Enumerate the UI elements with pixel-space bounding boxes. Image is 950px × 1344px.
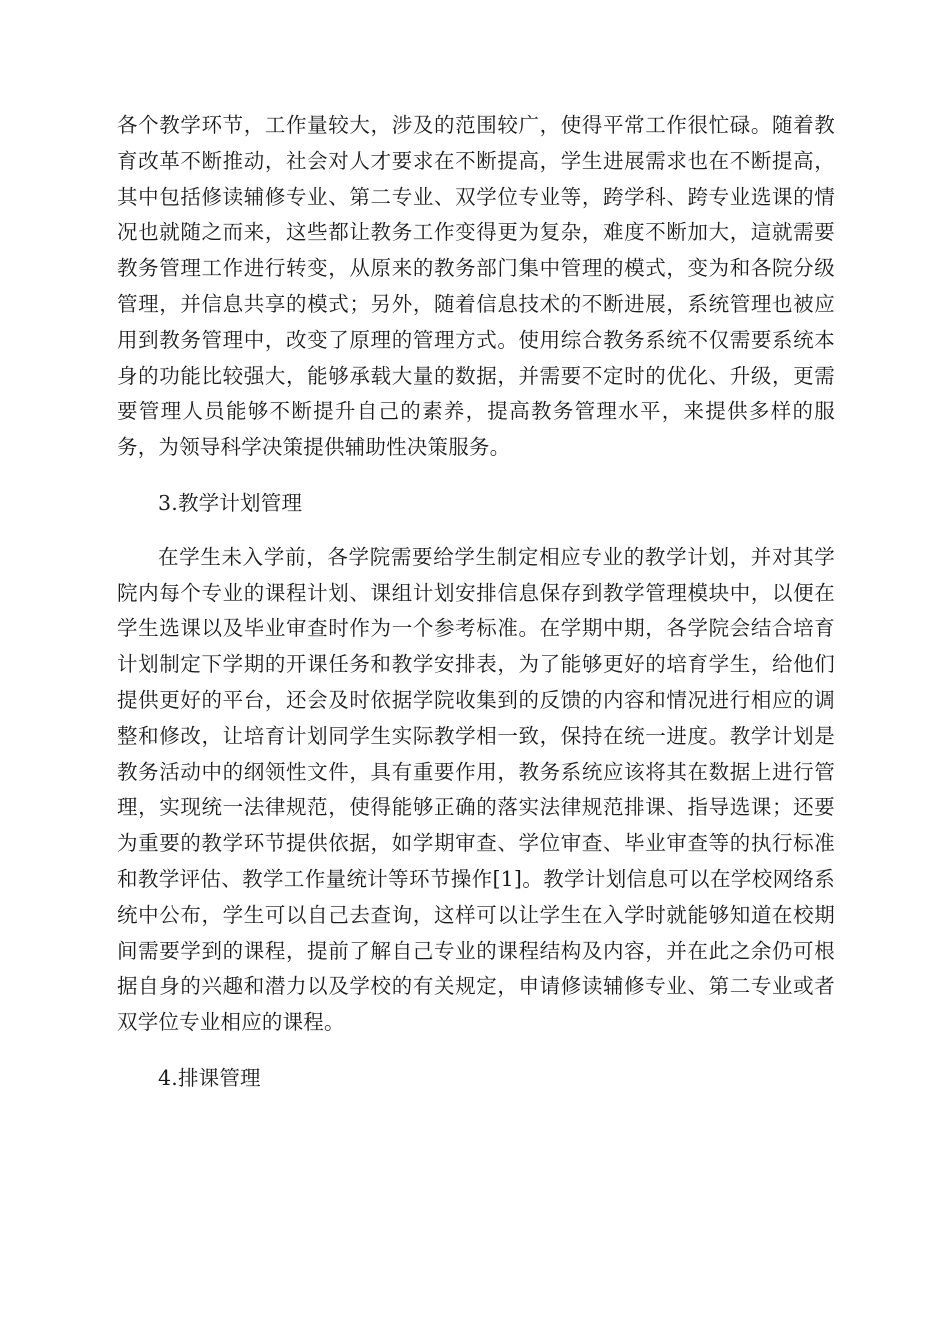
body-paragraph: 各个教学环节，工作量较大，涉及的范围较广，使得平常工作很忙碌。随着教育改革不断推动，社会对人才要求在不断提高，学生进展需求也在不断提高，其中包括修读辅修专业、第二专业、双学位专业等，跨学科、跨专业选课的情况也就随之而来，这些都让教务工作变得更为复杂，难度不断加大，這就需要教务管理工作进行转变，从原来的教务部门集中管理的模式，变为和各院分级管理，并信息共享的模式；另外，随着信息技术的不断进展，系统管理也被应用到教务管理中，改变了原理的管理方式。使用综合教务系统不仅需要系统本身的功能比较强大，能够承载大量的数据，并需要不定时的优化、升级，更需要管理人员能够不断提升自己的素养，提高教务管理水平，来提供多样的服务，为领导科学决策提供辅助性决策服务。 [117,113,835,460]
body-paragraph: 在学生未入学前，各学院需要给学生制定相应专业的教学计划，并对其学院内每个专业的课程计划、课组计划安排信息保存到教学管理模块中，以便在学生选课以及毕业审查时作为一个参考标准。在学期中期，各学院会结合培育计划制定下学期的开课任务和教学安排表，为了能够更好的培育学生，给他们提供更好的平台，还会及时依据学院收集到的反馈的内容和情况进行相应的调整和修改，让培育计划同学生实际教学相一致，保持在统一进度。教学计划是教务活动中的纲领性文件，具有重要作用，教务系统应该将其在数据上进行管理，实现统一法律规范，使得能够正确的落实法律规范排课、指导选课；还要为重要的教学环节提供依据，如学期审查、学位审查、毕业审查等的执行标准和教学评估、教学工作量统计等环节操作[1]。教学计划信息可以在学校网络系统中公布，学生可以自己去查询，这样可以让学生在入学时就能够知道在校期间需要学到的课程，提前了解自己专业的课程结构及内容，并在此之余仍可根据自身的兴趣和潜力以及学校的有关规定，申请修读辅修专业、第二专业或者双学位专业相应的课程。 [117,544,835,1035]
section-heading: 4.排课管理 [158,1065,261,1090]
document-page [117,108,835,1097]
section-heading: 3.教学计划管理 [158,490,303,515]
